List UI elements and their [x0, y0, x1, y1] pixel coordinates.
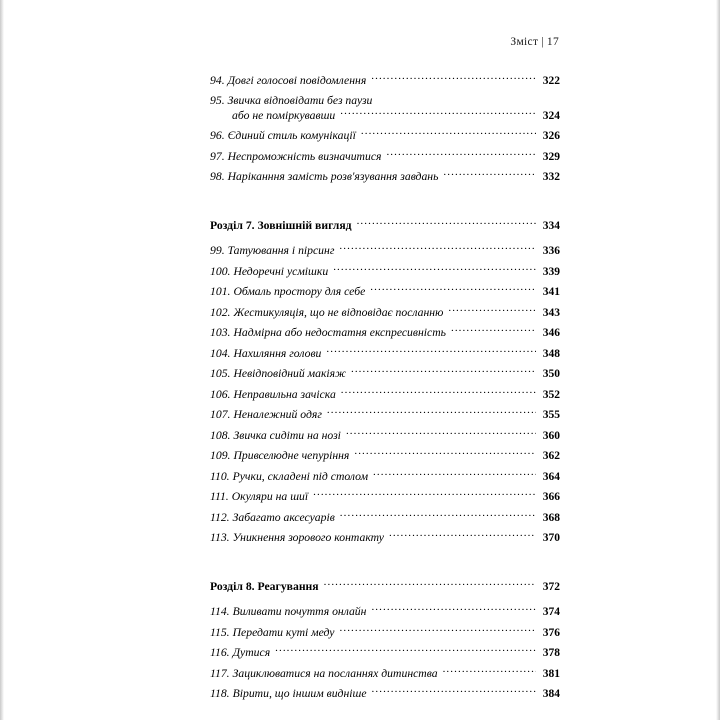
- toc-entry-number: 108.: [210, 428, 231, 442]
- toc-section-title: Розділ 8. Реагування: [210, 579, 319, 593]
- toc-entry-title: Довгі голосові повідомлення: [227, 74, 367, 87]
- toc-page-number: 355: [542, 409, 560, 422]
- toc-entry[interactable]: [210, 531, 560, 545]
- toc-entry-title: Неспроможність визначитися: [227, 149, 382, 163]
- toc-section-heading[interactable]: [210, 219, 560, 233]
- toc-entry-title: Привселюдне чепуріння: [233, 449, 350, 463]
- toc-entry-number: 105.: [210, 367, 231, 381]
- toc-entry[interactable]: [210, 170, 560, 184]
- toc-entry-number: 110.: [210, 469, 230, 483]
- toc-entry-title: Невідповідний макіяж: [233, 367, 346, 381]
- toc-page-number: 364: [542, 470, 560, 483]
- toc-entry-number: 94.: [210, 74, 225, 87]
- leader-dots: [443, 667, 536, 677]
- leader-dots: [373, 470, 536, 480]
- leader-dots: [346, 429, 536, 439]
- toc-page-number: 341: [542, 286, 560, 299]
- section-gap: [210, 191, 560, 200]
- toc-page-number: 326: [542, 130, 560, 143]
- toc-entry-title: Ручки, складені під столом: [232, 469, 369, 483]
- toc-entry-title: Надмірна або недостатня експресивність: [233, 326, 446, 340]
- leader-dots: [357, 219, 536, 229]
- toc-entry-title: Дутися: [232, 646, 271, 660]
- toc-entry-title-wrapped: або не поміркувавши: [232, 108, 336, 122]
- toc-entry[interactable]: [210, 470, 560, 484]
- leader-dots: [333, 265, 536, 275]
- toc-entry[interactable]: [210, 129, 560, 143]
- toc-entry-number: 100.: [210, 264, 231, 278]
- toc-entry-title: Забагато аксесуарів: [232, 510, 335, 524]
- toc-entry[interactable]: [210, 511, 560, 525]
- toc-entry-title: Недоречні усмішки: [233, 264, 329, 278]
- running-header: [210, 36, 560, 48]
- toc-entry-number: 112.: [210, 510, 230, 524]
- toc-entry[interactable]: [210, 626, 560, 640]
- toc-page-number: 332: [542, 171, 560, 184]
- toc-entry[interactable]: [210, 646, 560, 660]
- leader-dots: [326, 347, 536, 357]
- toc-entry-number: 104.: [210, 346, 231, 360]
- toc-entry-number: 113.: [210, 531, 230, 545]
- toc-page-number: 322: [542, 75, 560, 87]
- toc-entry-title: Наріканння замість розв'язування завдань: [227, 170, 439, 184]
- toc-entry-number: 118.: [210, 687, 230, 701]
- toc-entry-title: Звичка відповідати без паузи: [227, 93, 373, 107]
- toc-page-number: 368: [542, 511, 560, 524]
- toc-entry-number: 103.: [210, 326, 231, 340]
- leader-dots: [351, 367, 536, 377]
- leader-dots: [354, 449, 536, 459]
- toc-entry[interactable]: [210, 490, 560, 504]
- toc-entry-title: Неналежний одяг: [233, 408, 322, 422]
- toc-page-number: 374: [542, 606, 560, 619]
- toc-entry[interactable]: [210, 388, 560, 402]
- leader-dots: [371, 605, 536, 615]
- toc-entry-title: Уникнення зорового контакту: [232, 531, 384, 545]
- toc-entry-title: Обмаль простору для себе: [233, 285, 366, 299]
- toc-entry[interactable]: [210, 605, 560, 619]
- toc-page-number: 378: [542, 647, 560, 660]
- table-of-contents: [210, 74, 560, 701]
- toc-entry[interactable]: [210, 95, 560, 107]
- toc-page-number: 336: [542, 245, 560, 258]
- leader-dots: [341, 388, 536, 398]
- toc-entry[interactable]: [210, 285, 560, 299]
- toc-entry-number: 111.: [210, 490, 229, 504]
- leader-dots: [443, 170, 536, 180]
- toc-page-number: 324: [542, 109, 560, 122]
- running-header-separator: |: [541, 36, 544, 48]
- toc-entry-continuation[interactable]: [210, 109, 560, 123]
- leader-dots: [372, 687, 536, 697]
- toc-page-number: 339: [542, 265, 560, 278]
- toc-page-number: 362: [542, 450, 560, 463]
- toc-page-number: 370: [542, 532, 560, 545]
- toc-page-number: 352: [542, 388, 560, 401]
- toc-entry-number: 97.: [210, 149, 225, 163]
- toc-entry-number: 117.: [210, 666, 230, 680]
- toc-entry[interactable]: [210, 265, 560, 279]
- toc-entry-title: Татуювання і пірсинг: [227, 244, 335, 258]
- page-content: [210, 36, 560, 708]
- toc-page-number: 376: [542, 626, 560, 639]
- toc-page-number: 334: [542, 219, 560, 232]
- toc-entry-title: Окуляри на шиї: [231, 490, 309, 504]
- toc-entry-number: 95.: [210, 93, 225, 107]
- leader-dots: [313, 490, 536, 500]
- leader-dots: [340, 109, 536, 119]
- toc-entry-number: 116.: [210, 646, 230, 660]
- toc-entry-title: Нахиляння голови: [233, 346, 322, 360]
- toc-entry-title: Вірити, що іншим видніше: [232, 687, 367, 701]
- toc-entry-title: Неправильна зачіска: [233, 387, 336, 401]
- toc-entry-number: 109.: [210, 449, 231, 463]
- toc-entry-number: 96.: [210, 129, 225, 143]
- toc-entry[interactable]: [210, 449, 560, 463]
- toc-entry-number: 99.: [210, 244, 225, 258]
- toc-page-number: 348: [542, 347, 560, 360]
- toc-entry[interactable]: [210, 429, 560, 443]
- toc-entry-number: 101.: [210, 285, 231, 299]
- toc-entry-title: Єдиний стиль комунікації: [227, 129, 356, 143]
- toc-page-number: 343: [542, 306, 560, 319]
- leader-dots: [324, 580, 536, 590]
- leader-dots: [327, 408, 536, 418]
- section-gap: [210, 552, 560, 561]
- leader-dots: [340, 511, 536, 521]
- toc-page-number: 346: [542, 327, 560, 340]
- page-edge-shadow-left: [0, 0, 4, 720]
- toc-entry-number: 114.: [210, 605, 230, 619]
- toc-entry[interactable]: [210, 306, 560, 320]
- toc-entry-title: Зациклюватися на посланнях дитинства: [232, 666, 438, 680]
- toc-section-heading[interactable]: [210, 580, 560, 594]
- toc-section-title: Розділ 7. Зовнішній вигляд: [210, 218, 352, 232]
- toc-page-number: 350: [542, 368, 560, 381]
- page-edge-shadow-right: [716, 0, 720, 720]
- toc-entry-title: Звичка сидіти на нозі: [233, 428, 341, 442]
- toc-entry-number: 98.: [210, 170, 225, 184]
- leader-dots: [389, 531, 536, 541]
- toc-entry-title: Жестикуляція, що не відповідає посланню: [233, 305, 444, 319]
- toc-page-number: 381: [542, 667, 560, 680]
- toc-entry-title: Передати куті меду: [232, 625, 335, 639]
- leader-dots: [386, 150, 536, 160]
- toc-entry[interactable]: [210, 347, 560, 361]
- toc-page-number: 360: [542, 429, 560, 442]
- leader-dots: [448, 306, 536, 316]
- toc-page-number: 384: [542, 688, 560, 701]
- toc-entry-number: 102.: [210, 305, 231, 319]
- toc-page-number: 372: [542, 580, 560, 593]
- toc-entry-number: 107.: [210, 408, 231, 422]
- toc-entry[interactable]: [210, 408, 560, 422]
- toc-entry[interactable]: [210, 150, 560, 164]
- toc-entry-title: Виливати почуття онлайн: [232, 605, 367, 619]
- leader-dots: [339, 244, 536, 254]
- leader-dots: [371, 74, 536, 84]
- toc-entry[interactable]: [210, 74, 560, 88]
- toc-entry[interactable]: [210, 667, 560, 681]
- toc-entry[interactable]: [210, 244, 560, 258]
- leader-dots: [340, 626, 537, 636]
- running-header-page-number: 17: [546, 36, 559, 48]
- toc-entry-number: 115.: [210, 625, 230, 639]
- toc-page-number: 329: [542, 150, 560, 163]
- toc-entry-number: 106.: [210, 387, 231, 401]
- leader-dots: [361, 129, 536, 139]
- leader-dots: [275, 646, 536, 656]
- leader-dots: [451, 326, 536, 336]
- leader-dots: [370, 285, 536, 295]
- toc-page-number: 366: [542, 491, 560, 504]
- toc-entry[interactable]: [210, 687, 560, 701]
- running-header-label: Зміст: [510, 36, 539, 48]
- toc-entry[interactable]: [210, 326, 560, 340]
- toc-entry[interactable]: [210, 367, 560, 381]
